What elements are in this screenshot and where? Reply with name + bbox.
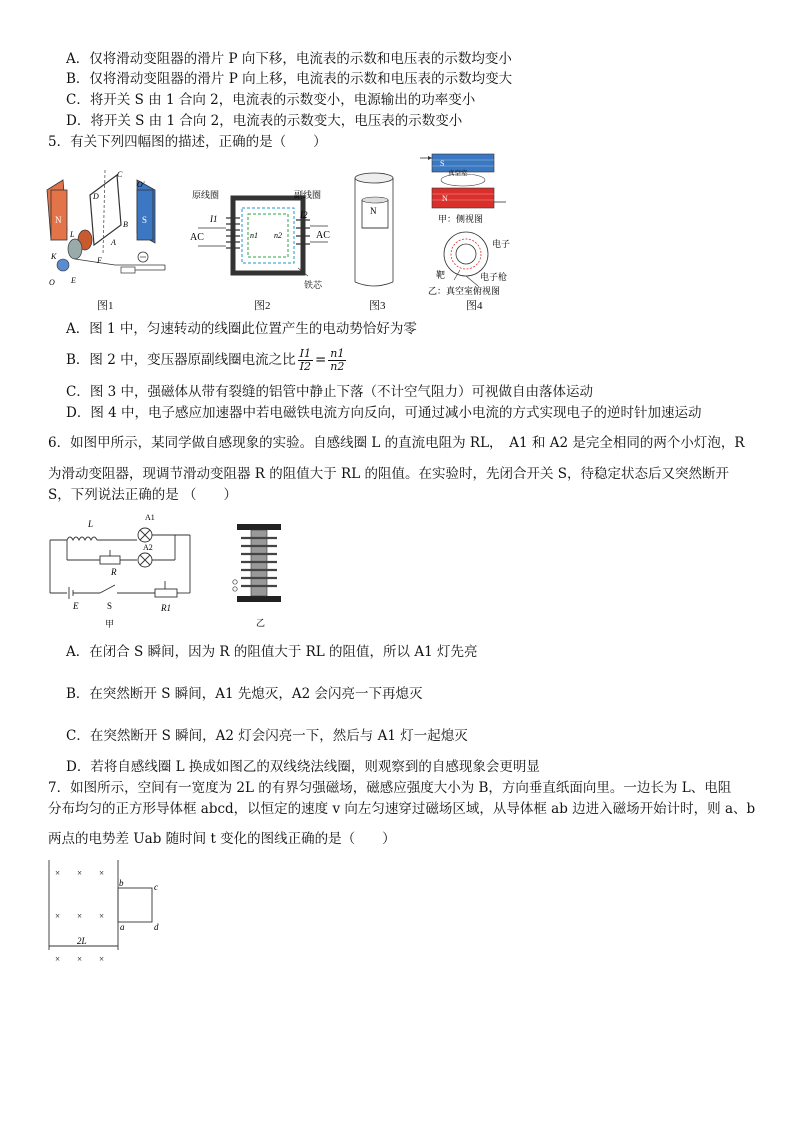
q6-stem-line3: S，下列说法正确的是 （ ） bbox=[48, 487, 238, 503]
fig1-label-a: A bbox=[111, 238, 116, 247]
fig4-side-view: 甲：侧视图 bbox=[438, 214, 484, 224]
fraction-denominator: I2 bbox=[299, 360, 311, 373]
fig1-label-f: F bbox=[97, 256, 102, 265]
q5-figure-2 bbox=[188, 188, 338, 293]
fig4-electron-label: 电子 bbox=[492, 239, 511, 249]
q5-option-b bbox=[66, 346, 348, 374]
fig2-caption: 图2 bbox=[254, 300, 271, 312]
fraction-equals: = bbox=[314, 352, 327, 368]
fig4-vacuum-label: 真空室 bbox=[448, 170, 468, 177]
fig4-target-label: 靶 bbox=[436, 270, 446, 280]
coil-caption-yi: 乙 bbox=[256, 618, 266, 628]
q5-figure-1 bbox=[45, 165, 175, 290]
q5-option-a: A．图 1 中，匀速转动的线圈此位置产生的电动势恰好为零 bbox=[66, 321, 417, 337]
fig2-ac-right: AC bbox=[316, 230, 330, 241]
q7-stem-line1: 7．如图所示，空间有一宽度为 2L 的有界匀强磁场，磁感应强度大小为 B，方向垂直纸面向里。一边长为 L、电阻 bbox=[48, 780, 732, 796]
fig1-label-k: K bbox=[51, 252, 57, 261]
q4-option-a: A．仅将滑动变阻器的滑片 P 向下移，电流表的示数和电压表的示数均变小 bbox=[66, 51, 512, 67]
frame-label-a: a bbox=[120, 922, 125, 932]
circuit-label-l: L bbox=[88, 519, 94, 529]
field-cross: × bbox=[99, 954, 105, 964]
fig2-i2: I2 bbox=[300, 210, 308, 220]
circuit-label-e: E bbox=[73, 601, 79, 611]
fig1-label-n: N bbox=[55, 215, 62, 225]
field-cross: × bbox=[99, 868, 105, 878]
q5-fraction-turns bbox=[328, 348, 346, 373]
fig4-pole-s: S bbox=[440, 159, 445, 168]
fig1-label-s: S bbox=[142, 215, 148, 225]
q6-option-c: C．在突然断开 S 瞬间，A2 灯会闪亮一下，然后与 A1 灯一起熄灭 bbox=[66, 728, 468, 744]
circuit-label-r1: R1 bbox=[161, 603, 171, 613]
fraction-denominator-2: n2 bbox=[330, 360, 345, 373]
fig4-gun-label: 电子枪 bbox=[480, 272, 508, 282]
field-cross: × bbox=[55, 911, 61, 921]
field-cross: × bbox=[77, 954, 83, 964]
q7-figure bbox=[45, 858, 175, 968]
fig4-top-view: 乙：真空室俯视图 bbox=[428, 286, 501, 296]
field-cross: × bbox=[55, 868, 61, 878]
circuit-label-s: S bbox=[107, 601, 113, 611]
fig4-caption: 图4 bbox=[466, 300, 483, 312]
fraction-numerator: I1 bbox=[299, 347, 311, 360]
field-cross: × bbox=[55, 954, 61, 964]
fraction-numerator-2: n1 bbox=[330, 347, 345, 360]
frame-label-b: b bbox=[119, 878, 124, 888]
fig1-label-d: D bbox=[93, 192, 99, 201]
q5-figure-3 bbox=[350, 170, 400, 290]
field-cross: × bbox=[77, 868, 83, 878]
frame-label-d: d bbox=[154, 922, 159, 932]
fig2-n1: n1 bbox=[250, 231, 258, 240]
q7-stem-line2: 分布均匀的正方形导体框 abcd，以恒定的速度 v 向左匀速穿过磁场区域，从导体框 ab 边进入磁场开始计时，则 a、b bbox=[48, 801, 756, 817]
q4-option-d: D．将开关 S 由 1 合向 2，电流表的示数变大，电压表的示数变小 bbox=[66, 113, 463, 129]
fig1-label-b: B bbox=[123, 220, 128, 229]
fig1-label-l: L bbox=[70, 230, 75, 239]
width-label-2l: 2L bbox=[77, 936, 87, 946]
q6-stem-line2: 为滑动变阻器，现调节滑动变阻器 R 的阻值大于 RL 的阻值。在实验时，先闭合开关 S，待稳定状态后又突然断开 bbox=[48, 466, 729, 482]
fig4-pole-n: N bbox=[442, 194, 448, 203]
fig3-magnet-n: N bbox=[370, 206, 377, 216]
q6-option-b: B．在突然断开 S 瞬间，A1 先熄灭，A2 会闪亮一下再熄灭 bbox=[66, 686, 423, 702]
fig1-label-e: E bbox=[71, 276, 76, 285]
q5-option-b-text: B．图 2 中，变压器原副线圈电流之比 bbox=[66, 352, 296, 368]
q5-stem: 5．有关下列四幅图的描述，正确的是（ ） bbox=[48, 134, 327, 150]
fig1-label-c: C bbox=[117, 170, 123, 179]
q4-option-b: B．仅将滑动变阻器的滑片 P 向上移，电流表的示数和电压表的示数均变大 bbox=[66, 71, 513, 87]
fig2-ac-left: AC bbox=[190, 232, 204, 243]
q5-fraction-current bbox=[298, 348, 313, 373]
q6-figure-yi bbox=[225, 522, 295, 632]
q6-option-a: A．在闭合 S 瞬间，因为 R 的阻值大于 RL 的阻值，所以 A1 灯先亮 bbox=[66, 644, 478, 660]
fig2-i1: I1 bbox=[210, 214, 218, 224]
q5-option-d: D．图 4 中，电子感应加速器中若电磁铁电流方向反向，可通过减小电流的方式实现电子的逆时针加速运动 bbox=[66, 405, 702, 421]
frame-label-c: c bbox=[154, 882, 158, 892]
fig1-caption: 图1 bbox=[97, 300, 114, 312]
field-cross: × bbox=[77, 911, 83, 921]
q6-figure-jia bbox=[45, 505, 205, 630]
q4-option-c: C．将开关 S 由 1 合向 2，电流表的示数变小，电源输出的功率变小 bbox=[66, 92, 476, 108]
circuit-label-r: R bbox=[111, 567, 117, 577]
q5-option-c: C．图 3 中，强磁体从带有裂缝的铝管中静止下落（不计空气阻力）可视做自由落体运动 bbox=[66, 384, 593, 400]
q6-stem-line1: 6．如图甲所示，某同学做自感现象的实验。自感线圈 L 的直流电阻为 RL， A1 和 A2 是完全相同的两个小灯泡，R bbox=[48, 435, 745, 451]
q7-stem-line3: 两点的电势差 Uab 随时间 t 变化的图线正确的是（ ） bbox=[48, 831, 396, 847]
q6-option-d: D．若将自感线圈 L 换成如图乙的双线绕法线圈，则观察到的自感现象会更明显 bbox=[66, 759, 540, 775]
circuit-label-a2: A2 bbox=[143, 543, 153, 552]
circuit-caption-jia: 甲 bbox=[105, 619, 115, 629]
fig1-label-o-prime: O' bbox=[137, 180, 145, 189]
fig2-secondary-label: 副线圈 bbox=[294, 190, 322, 200]
q5-figure-4 bbox=[420, 152, 530, 300]
fig2-primary-label: 原线圈 bbox=[192, 190, 220, 200]
field-cross: × bbox=[99, 911, 105, 921]
fig3-caption: 图3 bbox=[369, 300, 386, 312]
circuit-label-a1: A1 bbox=[145, 513, 155, 522]
fig2-n2: n2 bbox=[274, 231, 282, 240]
fig1-label-o: O bbox=[49, 278, 55, 287]
fig2-core-label: 铁芯 bbox=[304, 280, 323, 290]
